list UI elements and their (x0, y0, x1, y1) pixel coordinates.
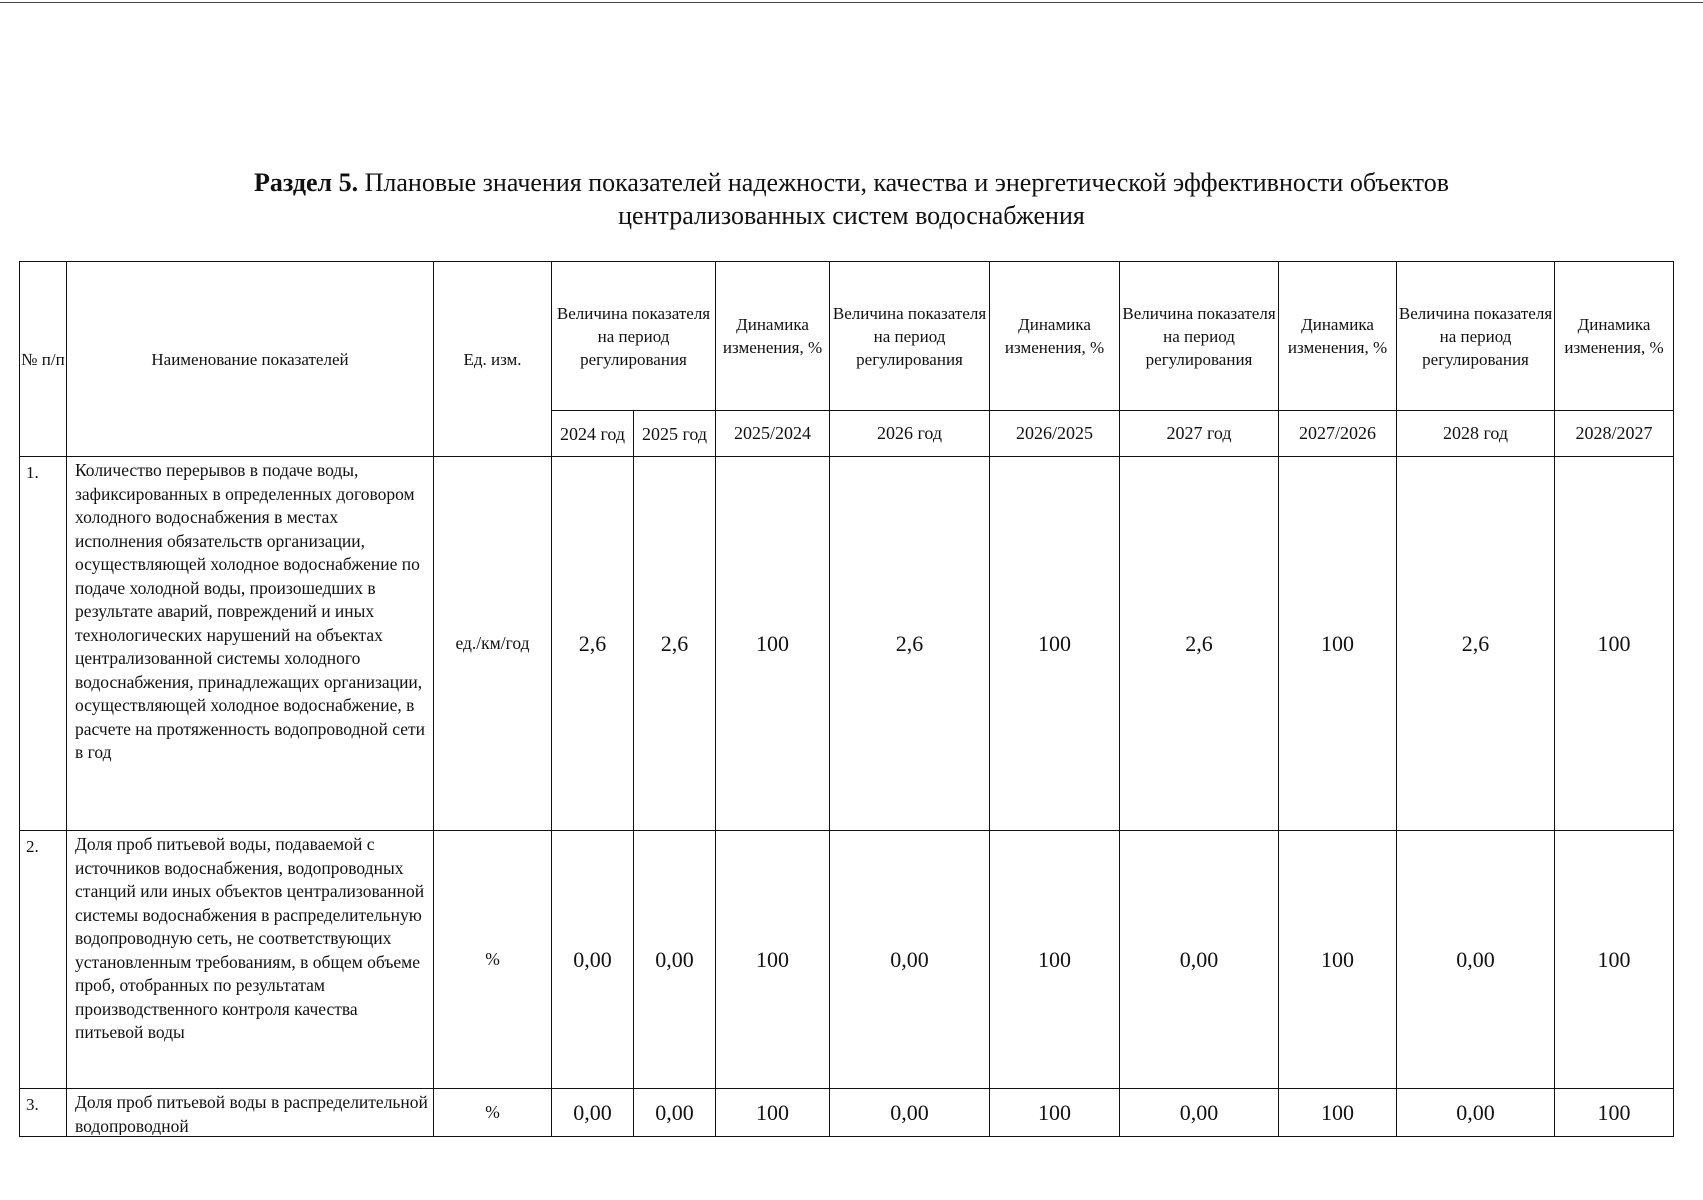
value-2025: 0,00 (634, 1089, 716, 1137)
table-row (20, 457, 1674, 831)
header-num: № п/п (20, 262, 67, 457)
header-dynamics-2025: Динамика изменения, % (716, 262, 830, 411)
top-border-line (0, 2, 1703, 3)
section-title-text: Плановые значения показателей надежности, качества и энергетической эффективности объектов (364, 168, 1449, 197)
header-dynamics-2026: Динамика изменения, % (990, 262, 1120, 411)
header-dynamics-2028: Динамика изменения, % (1555, 262, 1674, 411)
value-2027: 0,00 (1120, 831, 1279, 1089)
section-title-line1 (0, 166, 1703, 199)
row-unit: % (434, 1089, 552, 1137)
subheader-2026-2025: 2026/2025 (990, 411, 1120, 457)
dynamics-2027-2026: 100 (1279, 457, 1397, 831)
value-2025: 0,00 (634, 831, 716, 1089)
subheader-2028-2027: 2028/2027 (1555, 411, 1674, 457)
row-indicator-name (67, 1089, 434, 1137)
row-indicator-name-text: Доля проб питьевой воды в распределительной водопроводной (75, 1092, 428, 1135)
value-2026: 2,6 (830, 457, 990, 831)
value-2028: 0,00 (1397, 1089, 1555, 1137)
row-indicator-name: Доля проб питьевой воды, подаваемой с источников водоснабжения, водопроводных станций или иных объектов централизованной системы водоснабжения в распределительную водопроводную сеть, не соответствующих установленным требованиям, в общем объеме проб, отобранных по результатам производственного контроля качества питьевой воды (67, 831, 434, 1089)
header-dynamics-2027: Динамика изменения, % (1279, 262, 1397, 411)
row-unit: ед./км/год (434, 457, 552, 831)
dynamics-2028-2027: 100 (1555, 1089, 1674, 1137)
section-title (0, 166, 1703, 232)
indicators-table (19, 261, 1674, 1137)
section-title-line2: централизованных систем водоснабжения (618, 201, 1085, 230)
table-row (20, 831, 1674, 1089)
table-row (20, 1089, 1674, 1137)
dynamics-2027-2026: 100 (1279, 831, 1397, 1089)
value-2027: 0,00 (1120, 1089, 1279, 1137)
value-2025: 2,6 (634, 457, 716, 831)
dynamics-2028-2027: 100 (1555, 831, 1674, 1089)
value-2028: 0,00 (1397, 831, 1555, 1089)
header-value-2027: Величина показателя на период регулирования (1120, 262, 1279, 411)
subheader-2024: 2024 год (552, 411, 634, 457)
dynamics-2027-2026: 100 (1279, 1089, 1397, 1137)
value-2027: 2,6 (1120, 457, 1279, 831)
row-indicator-name: Количество перерывов в подаче воды, зафиксированных в определенных договором холодного водоснабжения в местах исполнения обязательств организации, осуществляющей холодное водоснабжение по подаче холодной воды, произошедших в результате аварий, повреждений и иных технологических нарушений на объектах централизованной системы холодного водоснабжения, принадлежащих организации, осуществляющей холодное водоснабжение, в расчете на протяженность водопроводной сети в год (67, 457, 434, 831)
dynamics-2026-2025: 100 (990, 457, 1120, 831)
header-unit: Ед. изм. (434, 262, 552, 457)
dynamics-2026-2025: 100 (990, 831, 1120, 1089)
row-unit: % (434, 831, 552, 1089)
dynamics-2025-2024: 100 (716, 831, 830, 1089)
dynamics-2026-2025: 100 (990, 1089, 1120, 1137)
value-2024: 0,00 (552, 1089, 634, 1137)
value-2024: 2,6 (552, 457, 634, 831)
value-2024: 0,00 (552, 831, 634, 1089)
subheader-2027-2026: 2027/2026 (1279, 411, 1397, 457)
subheader-2025: 2025 год (634, 411, 716, 457)
dynamics-2025-2024: 100 (716, 457, 830, 831)
header-value-2026: Величина показателя на период регулирования (830, 262, 990, 411)
header-value-2024-2025: Величина показателя на период регулирования (552, 262, 716, 411)
subheader-2026: 2026 год (830, 411, 990, 457)
row-number: 2. (20, 831, 67, 1089)
section-title-bold: Раздел 5. (254, 168, 359, 197)
value-2026: 0,00 (830, 831, 990, 1089)
subheader-2028: 2028 год (1397, 411, 1555, 457)
value-2028: 2,6 (1397, 457, 1555, 831)
subheader-2027: 2027 год (1120, 411, 1279, 457)
dynamics-2025-2024: 100 (716, 1089, 830, 1137)
row-number: 1. (20, 457, 67, 831)
value-2026: 0,00 (830, 1089, 990, 1137)
header-value-2028: Величина показателя на период регулирования (1397, 262, 1555, 411)
dynamics-2028-2027: 100 (1555, 457, 1674, 831)
header-name: Наименование показателей (67, 262, 434, 457)
header-row (20, 262, 1674, 411)
row-number: 3. (20, 1089, 67, 1137)
subheader-2025-2024: 2025/2024 (716, 411, 830, 457)
